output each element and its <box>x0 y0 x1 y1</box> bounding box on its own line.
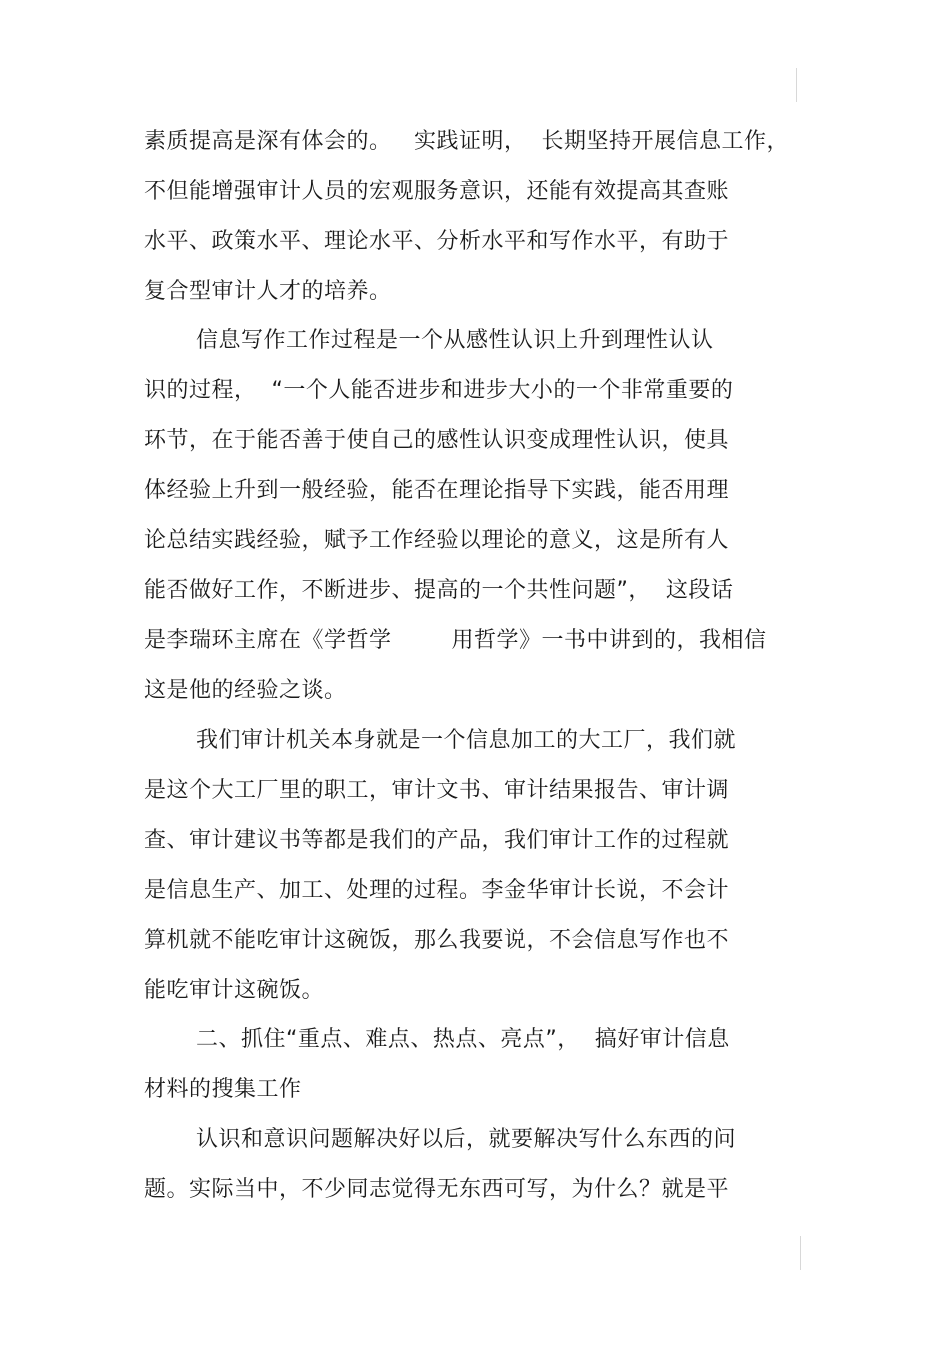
text-line: 复合型审计人才的培养。 <box>144 279 392 304</box>
text-line: 体经验上升到一般经验，能否在理论指导下实践，能否用理 <box>144 478 730 503</box>
text-line: 题。实际当中，不少同志觉得无东西可写，为什么？就是平 <box>144 1177 730 1202</box>
page-corner-mark <box>796 68 797 102</box>
text-line: 素质提高是深有体会的。 实践证明， 长期坚持开展信息工作， <box>144 129 789 154</box>
text-line: 不但能增强审计人员的宏观服务意识，还能有效提高其查账 <box>144 179 730 204</box>
text-line: 算机就不能吃审计这碗饭，那么我要说，不会信息写作也不 <box>144 928 730 953</box>
text-line: 能否做好工作，不断进步、提高的一个共性问题”， 这段话 <box>144 578 734 603</box>
text-line: 查、审计建议书等都是我们的产品，我们审计工作的过程就 <box>144 828 730 853</box>
text-line: 能吃审计这碗饭。 <box>144 978 325 1003</box>
section-heading-continuation: 材料的搜集工作 <box>144 1077 302 1102</box>
text-line: 这是他的经验之谈。 <box>144 678 347 703</box>
section-heading: 二、抓住“重点、难点、热点、亮点”， 搞好审计信息 <box>196 1027 730 1052</box>
text-line: 是李瑞环主席在《学哲学 用哲学》一书中讲到的，我相信 <box>144 628 767 653</box>
text-line: 识的过程， “一个人能否进步和进步大小的一个非常重要的 <box>144 378 734 403</box>
paragraph-first-line: 信息写作工作过程是一个从感性认识上升到理性认认 <box>196 328 714 353</box>
text-line: 水平、政策水平、理论水平、分析水平和写作水平，有助于 <box>144 229 730 254</box>
paragraph-first-line: 认识和意识问题解决好以后，就要解决写什么东西的问 <box>196 1127 737 1152</box>
text-line: 论总结实践经验，赋予工作经验以理论的意义，这是所有人 <box>144 528 730 553</box>
text-line: 是这个大工厂里的职工，审计文书、审计结果报告、审计调 <box>144 778 730 803</box>
text-line: 是信息生产、加工、处理的过程。李金华审计长说，不会计 <box>144 878 730 903</box>
paragraph-first-line: 我们审计机关本身就是一个信息加工的大工厂，我们就 <box>196 728 737 753</box>
page-corner-mark <box>800 1236 801 1270</box>
text-line: 环节，在于能否善于使自己的感性认识变成理性认识，使具 <box>144 428 730 453</box>
